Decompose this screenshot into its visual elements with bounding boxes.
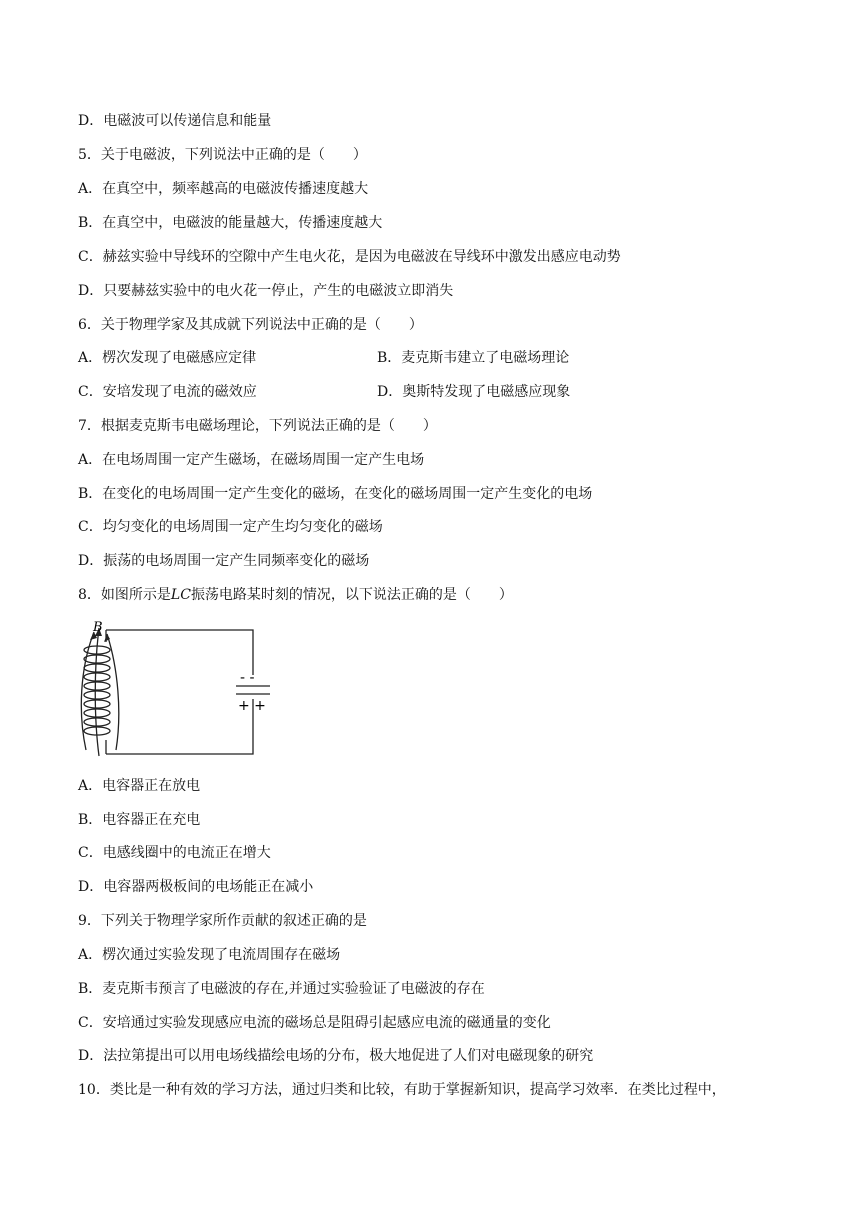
q9-option-c: C．安培通过实验发现感应电流的磁场总是阻碍引起感应电流的磁通量的变化 bbox=[78, 1015, 551, 1031]
circuit-wire bbox=[106, 630, 253, 754]
q5-stem: 5．关于电磁波，下列说法中正确的是（ ） bbox=[78, 147, 367, 163]
q9-option-a: A．楞次通过实验发现了电流周围存在磁场 bbox=[78, 947, 341, 963]
capacitor-positive-sign: + + bbox=[238, 698, 266, 714]
q8-option-b: B．电容器正在充电 bbox=[78, 812, 201, 828]
inductor-coil bbox=[84, 646, 110, 735]
q8-prefix: 8．如图所示是 bbox=[78, 587, 171, 603]
q7-option-a: A．在电场周围一定产生磁场，在磁场周围一定产生电场 bbox=[78, 452, 425, 468]
q7-option-b: B．在变化的电场周围一定产生变化的磁场，在变化的磁场周围一定产生变化的电场 bbox=[78, 486, 593, 502]
q6-option-c: C．安培发现了电流的磁效应 bbox=[78, 384, 257, 400]
q8-suffix: 振荡电路某时刻的情况，以下说法正确的是（ ） bbox=[190, 587, 513, 603]
q8-lc: LC bbox=[170, 587, 191, 603]
q5-option-a: A．在真空中，频率越高的电磁波传播速度越大 bbox=[78, 181, 369, 197]
q6-option-d: D．奥斯特发现了电磁感应现象 bbox=[377, 384, 571, 400]
q9-option-b: B．麦克斯韦预言了电磁波的存在,并通过实验验证了电磁波的存在 bbox=[78, 981, 485, 997]
q6-option-b: B．麦克斯韦建立了电磁场理论 bbox=[377, 350, 570, 366]
q8-option-c: C．电感线圈中的电流正在增大 bbox=[78, 845, 271, 861]
q8-option-a: A．电容器正在放电 bbox=[78, 778, 201, 794]
lc-circuit-figure bbox=[72, 618, 266, 758]
capacitor-negative-sign: - - bbox=[240, 670, 255, 686]
q7-stem: 7．根据麦克斯韦电磁场理论，下列说法正确的是（ ） bbox=[78, 418, 437, 434]
q5-option-d: D．只要赫兹实验中的电火花一停止，产生的电磁波立即消失 bbox=[78, 283, 454, 299]
q6-stem: 6．关于物理学家及其成就下列说法中正确的是（ ） bbox=[78, 317, 423, 333]
q8-stem bbox=[78, 585, 513, 605]
q4-option-d: D．电磁波可以传递信息和能量 bbox=[78, 113, 272, 129]
q10-stem: 10．类比是一种有效的学习方法，通过归类和比较，有助于掌握新知识，提高学习效率．在类比过程中， bbox=[78, 1082, 726, 1098]
q5-option-b: B．在真空中，电磁波的能量越大，传播速度越大 bbox=[78, 215, 383, 231]
q7-option-d: D．振荡的电场周围一定产生同频率变化的磁场 bbox=[78, 553, 370, 569]
q8-option-d: D．电容器两极板间的电场能正在减小 bbox=[78, 879, 314, 895]
field-label-b: B bbox=[93, 620, 103, 635]
q5-option-c: C．赫兹实验中导线环的空隙中产生电火花，是因为电磁波在导线环中激发出感应电动势 bbox=[78, 249, 621, 265]
q9-stem: 9．下列关于物理学家所作贡献的叙述正确的是 bbox=[78, 913, 367, 929]
q6-option-a: A．楞次发现了电磁感应定律 bbox=[78, 350, 257, 366]
q9-option-d: D．法拉第提出可以用电场线描绘电场的分布，极大地促进了人们对电磁现象的研究 bbox=[78, 1048, 594, 1064]
q7-option-c: C．均匀变化的电场周围一定产生均匀变化的磁场 bbox=[78, 519, 383, 535]
